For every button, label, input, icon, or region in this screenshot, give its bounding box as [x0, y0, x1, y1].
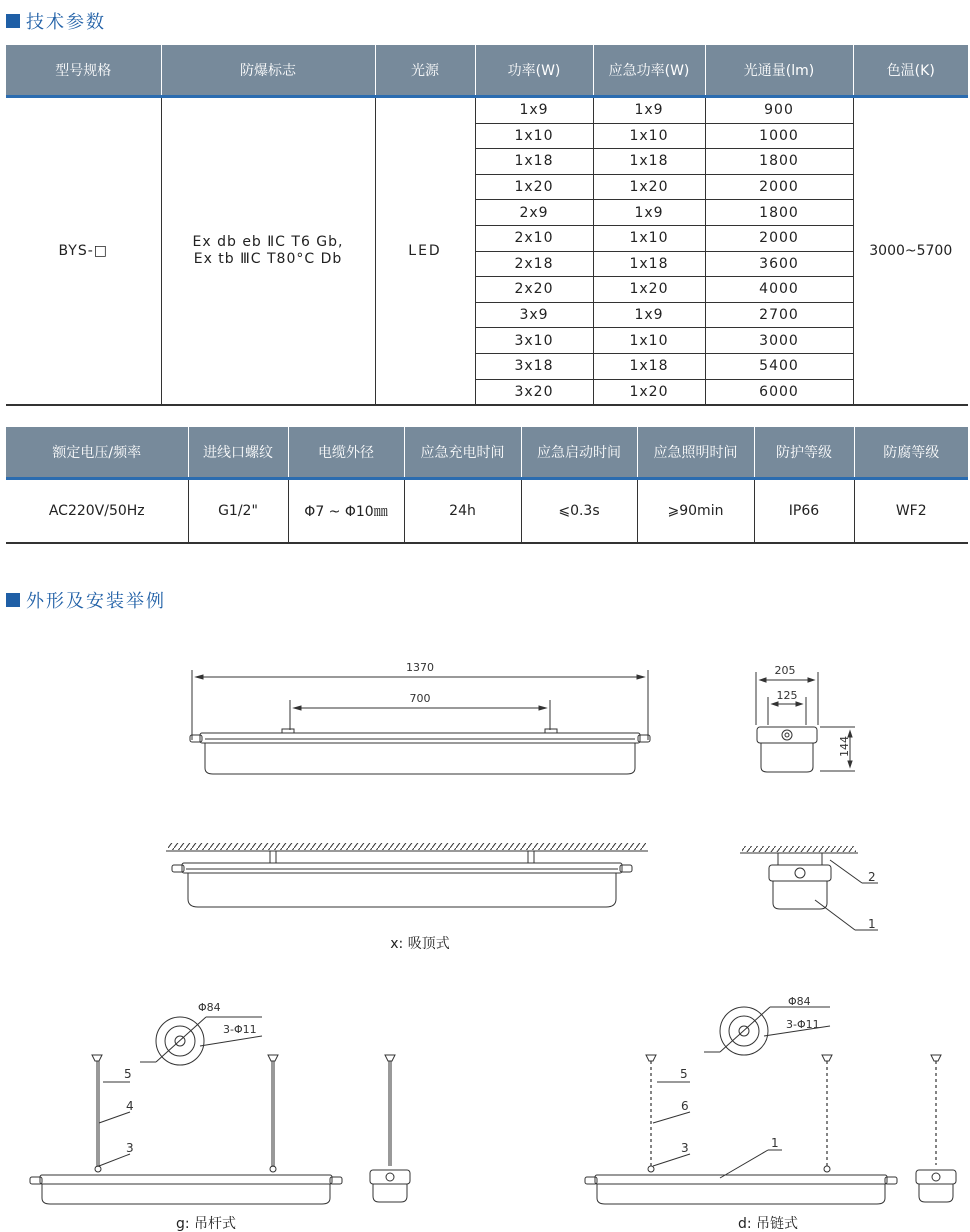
flux-cell: 2700	[705, 302, 853, 328]
callout-3-right: 3	[681, 1141, 689, 1155]
hole-spec-right: 3-Φ11	[786, 1018, 820, 1031]
dim-width: 205	[774, 664, 796, 677]
emergency-power-cell: 1x18	[593, 149, 705, 175]
power-cell: 3x9	[475, 302, 593, 328]
ceiling-mount-side-drawing	[740, 846, 878, 930]
thread-cell: G1/2"	[188, 479, 288, 544]
flange-dia-left: Φ84	[198, 1001, 221, 1014]
header-ip-rating: 防护等级	[754, 427, 854, 479]
flux-cell: 2000	[705, 225, 853, 251]
cable-dia-cell: Φ7 ~ Φ10㎜	[288, 479, 404, 544]
emergency-power-cell: 1x18	[593, 353, 705, 379]
caption-chain: d: 吊链式	[737, 1216, 799, 1232]
dim-height: 144	[838, 736, 851, 757]
flux-cell: 2000	[705, 174, 853, 200]
header-emergency-time: 应急照明时间	[637, 427, 754, 479]
callout-1-chain: 1	[771, 1136, 779, 1150]
color-temp-cell: 3000~5700	[853, 97, 968, 406]
square-bullet-icon	[6, 14, 20, 28]
emergency-time-cell: ⩾90min	[637, 479, 754, 544]
square-bullet-icon	[6, 593, 20, 607]
emergency-power-cell: 1x18	[593, 251, 705, 277]
callout-2: 2	[868, 870, 876, 884]
corrosion-cell: WF2	[854, 479, 968, 544]
model-cell: BYS-□	[6, 97, 161, 406]
ex-mark-line2: Ex tb ⅢC T80°C Db	[193, 251, 343, 268]
emergency-power-cell: 1x10	[593, 225, 705, 251]
emergency-power-cell: 1x20	[593, 277, 705, 303]
power-cell: 1x20	[475, 174, 593, 200]
power-cell: 1x9	[475, 97, 593, 124]
flux-cell: 1800	[705, 149, 853, 175]
ex-mark-cell	[161, 97, 375, 406]
section-title-installation	[6, 587, 166, 613]
flux-cell: 1800	[705, 200, 853, 226]
header-start-time: 应急启动时间	[521, 427, 637, 479]
power-cell: 1x10	[475, 123, 593, 149]
electrical-table-header	[6, 427, 968, 479]
header-light-source: 光源	[375, 45, 475, 97]
callout-5-right: 5	[680, 1067, 688, 1081]
emergency-power-cell: 1x9	[593, 200, 705, 226]
callout-4: 4	[126, 1099, 134, 1113]
voltage-cell: AC220V/50Hz	[6, 479, 188, 544]
emergency-power-cell: 1x10	[593, 328, 705, 354]
flux-cell: 5400	[705, 353, 853, 379]
hole-spec-left: 3-Φ11	[223, 1023, 257, 1036]
section-title-specs	[6, 8, 106, 34]
spec-table	[6, 45, 968, 406]
emergency-power-cell: 1x9	[593, 302, 705, 328]
callout-5-left: 5	[124, 1067, 132, 1081]
power-cell: 2x10	[475, 225, 593, 251]
header-cable-dia: 电缆外径	[288, 427, 404, 479]
header-color-temp: 色温(K)	[853, 45, 968, 97]
light-source-cell: LED	[375, 97, 475, 406]
power-cell: 3x10	[475, 328, 593, 354]
electrical-table	[6, 427, 968, 544]
header-ex-mark: 防爆标志	[161, 45, 375, 97]
front-view-drawing	[190, 670, 650, 774]
header-model: 型号规格	[6, 45, 161, 97]
power-cell: 2x9	[475, 200, 593, 226]
start-time-cell: ⩽0.3s	[521, 479, 637, 544]
header-thread: 进线口螺纹	[188, 427, 288, 479]
ceiling-mount-front-drawing	[166, 843, 648, 907]
section-title-text: 技术参数	[26, 12, 106, 33]
power-cell: 2x20	[475, 277, 593, 303]
chain-mount-drawing	[585, 1007, 956, 1204]
flux-cell: 6000	[705, 379, 853, 405]
header-charge-time: 应急充电时间	[404, 427, 521, 479]
section-title-text: 外形及安装举例	[26, 591, 166, 612]
header-voltage: 额定电压/频率	[6, 427, 188, 479]
flange-dia-right: Φ84	[788, 995, 811, 1008]
ip-rating-cell: IP66	[754, 479, 854, 544]
emergency-power-cell: 1x10	[593, 123, 705, 149]
power-cell: 3x18	[475, 353, 593, 379]
dim-mount: 700	[409, 692, 431, 705]
header-corrosion: 防腐等级	[854, 427, 968, 479]
flux-cell: 4000	[705, 277, 853, 303]
emergency-power-cell: 1x20	[593, 174, 705, 200]
header-emergency-power: 应急功率(W)	[593, 45, 705, 97]
flux-cell: 900	[705, 97, 853, 124]
caption-ceiling: x: 吸顶式	[390, 936, 450, 952]
callout-3-left: 3	[126, 1141, 134, 1155]
spec-table-header	[6, 45, 968, 97]
callout-6: 6	[681, 1099, 689, 1113]
header-power: 功率(W)	[475, 45, 593, 97]
charge-time-cell: 24h	[404, 479, 521, 544]
power-cell: 3x20	[475, 379, 593, 405]
caption-rod: g: 吊杆式	[175, 1216, 237, 1232]
power-cell: 2x18	[475, 251, 593, 277]
table-row	[6, 97, 968, 124]
ex-mark-line1: Ex db eb ⅡC T6 Gb,	[192, 234, 344, 251]
table-row	[6, 479, 968, 544]
dim-length: 1370	[406, 661, 434, 674]
dim-inner: 125	[776, 689, 798, 702]
flux-cell: 3600	[705, 251, 853, 277]
installation-drawings	[0, 620, 970, 1232]
header-flux: 光通量(lm)	[705, 45, 853, 97]
flux-cell: 3000	[705, 328, 853, 354]
callout-1: 1	[868, 917, 876, 931]
flux-cell: 1000	[705, 123, 853, 149]
emergency-power-cell: 1x20	[593, 379, 705, 405]
power-cell: 1x18	[475, 149, 593, 175]
emergency-power-cell: 1x9	[593, 97, 705, 124]
rod-mount-drawing	[30, 1017, 410, 1204]
